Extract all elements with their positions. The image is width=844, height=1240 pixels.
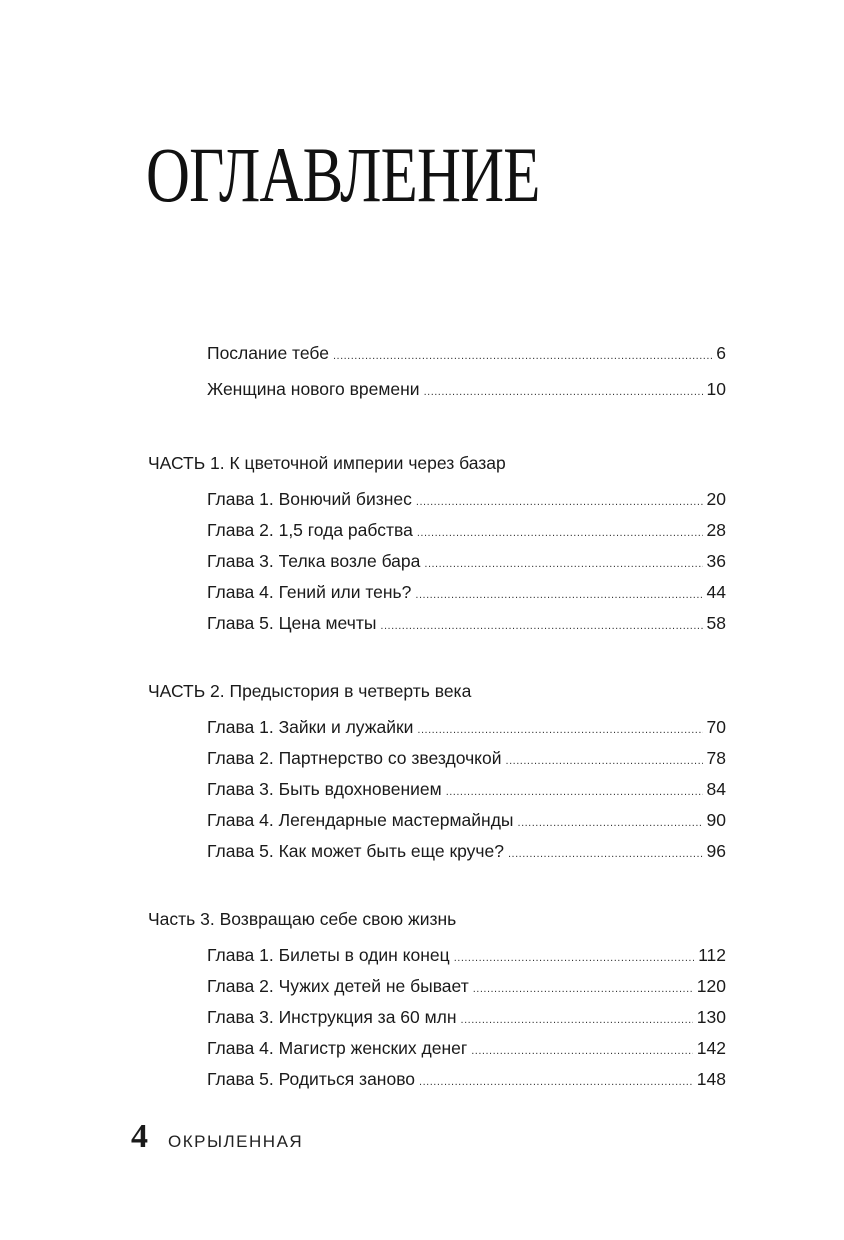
toc-entry-page: 96 — [706, 841, 726, 861]
part-heading-3: Часть 3. Возвращаю себе свою жизнь — [148, 909, 457, 929]
running-title: ОКРЫЛЕННАЯ — [168, 1132, 304, 1151]
toc-entry-label: Глава 5. Родиться заново — [207, 1069, 416, 1089]
toc-entry-label: Глава 4. Легендарные мастермайнды — [207, 810, 514, 830]
part-heading-1: ЧАСТЬ 1. К цветочной империи через базар — [148, 453, 506, 473]
toc-entry-label: Глава 1. Зайки и лужайки — [207, 717, 414, 737]
dot-leader — [518, 811, 703, 835]
toc-entry-label: Глава 4. Магистр женских денег — [207, 1038, 468, 1058]
toc-entry-part2-ch1[interactable] — [207, 715, 726, 742]
toc-entry-page: 84 — [706, 779, 726, 799]
toc-entry-label: Глава 4. Гений или тень? — [207, 582, 412, 602]
toc-entry-part1-ch1[interactable] — [207, 487, 726, 514]
toc-entry-page: 6 — [716, 343, 726, 363]
dot-leader — [416, 490, 703, 514]
toc-entry-part2-ch2[interactable] — [207, 746, 726, 773]
dot-leader — [380, 614, 702, 638]
toc-entry-label: Глава 3. Быть вдохновением — [207, 779, 442, 799]
toc-entry-label: Глава 3. Инструкция за 60 млн — [207, 1007, 457, 1027]
toc-entry-part3-ch1[interactable] — [207, 943, 726, 970]
toc-entry-part1-ch5[interactable] — [207, 611, 726, 638]
toc-entry-part3-ch2[interactable] — [207, 974, 726, 1001]
toc-entry-part2-ch3[interactable] — [207, 777, 726, 804]
toc-entry-part1-ch2[interactable] — [207, 518, 726, 545]
toc-entry-part2-ch5[interactable] — [207, 839, 726, 866]
part-heading-2: ЧАСТЬ 2. Предыстория в четверть века — [148, 681, 472, 701]
toc-entry-page: 70 — [706, 717, 726, 737]
toc-entry-page: 44 — [706, 582, 726, 602]
dot-leader — [506, 749, 703, 773]
toc-entry-page: 58 — [706, 613, 726, 633]
page-footer — [131, 1118, 303, 1156]
toc-entry-page: 10 — [706, 379, 726, 399]
toc-entry-page: 130 — [696, 1007, 726, 1027]
toc-entry-page: 142 — [696, 1038, 726, 1058]
toc-entry-part1-ch4[interactable] — [207, 580, 726, 607]
toc-entry-label: Глава 2. 1,5 года рабства — [207, 520, 413, 540]
dot-leader — [424, 380, 703, 404]
toc-entry-page: 36 — [706, 551, 726, 571]
dot-leader — [419, 1070, 693, 1094]
toc-entry-intro-1[interactable] — [207, 341, 726, 368]
dot-leader — [471, 1039, 693, 1063]
dot-leader — [424, 552, 702, 576]
toc-entry-page: 112 — [698, 945, 726, 965]
toc-entry-page: 20 — [706, 489, 726, 509]
toc-entry-part1-ch3[interactable] — [207, 549, 726, 576]
toc-entry-label: Глава 3. Телка возле бара — [207, 551, 421, 571]
toc-entry-part3-ch5[interactable] — [207, 1067, 726, 1094]
toc-entry-page: 148 — [696, 1069, 726, 1089]
toc-entry-label: Глава 2. Партнерство со звездочкой — [207, 748, 502, 768]
dot-leader — [417, 718, 702, 742]
dot-leader — [508, 842, 703, 866]
dot-leader — [454, 946, 694, 970]
toc-entry-part3-ch3[interactable] — [207, 1005, 726, 1032]
toc-entry-label: Послание тебе — [207, 343, 329, 363]
dot-leader — [446, 780, 703, 804]
dot-leader — [415, 583, 702, 607]
toc-entry-label: Глава 2. Чужих детей не бывает — [207, 976, 469, 996]
toc-entry-label: Женщина нового времени — [207, 379, 420, 399]
dot-leader — [473, 977, 693, 1001]
toc-entry-page: 78 — [706, 748, 726, 768]
toc-entry-page: 120 — [696, 976, 726, 996]
dot-leader — [417, 521, 703, 545]
toc-entry-part2-ch4[interactable] — [207, 808, 726, 835]
toc-entry-label: Глава 1. Вонючий бизнес — [207, 489, 412, 509]
toc-entry-intro-2[interactable] — [207, 377, 726, 404]
toc-entry-label: Глава 5. Цена мечты — [207, 613, 377, 633]
page-number: 4 — [131, 1118, 148, 1155]
page-title: ОГЛАВЛЕНИЕ — [146, 131, 540, 218]
toc-entry-part3-ch4[interactable] — [207, 1036, 726, 1063]
toc-entry-page: 28 — [706, 520, 726, 540]
toc-entry-page: 90 — [706, 810, 726, 830]
toc-entry-label: Глава 1. Билеты в один конец — [207, 945, 450, 965]
dot-leader — [333, 344, 712, 368]
dot-leader — [461, 1008, 693, 1032]
toc-entry-label: Глава 5. Как может быть еще круче? — [207, 841, 504, 861]
